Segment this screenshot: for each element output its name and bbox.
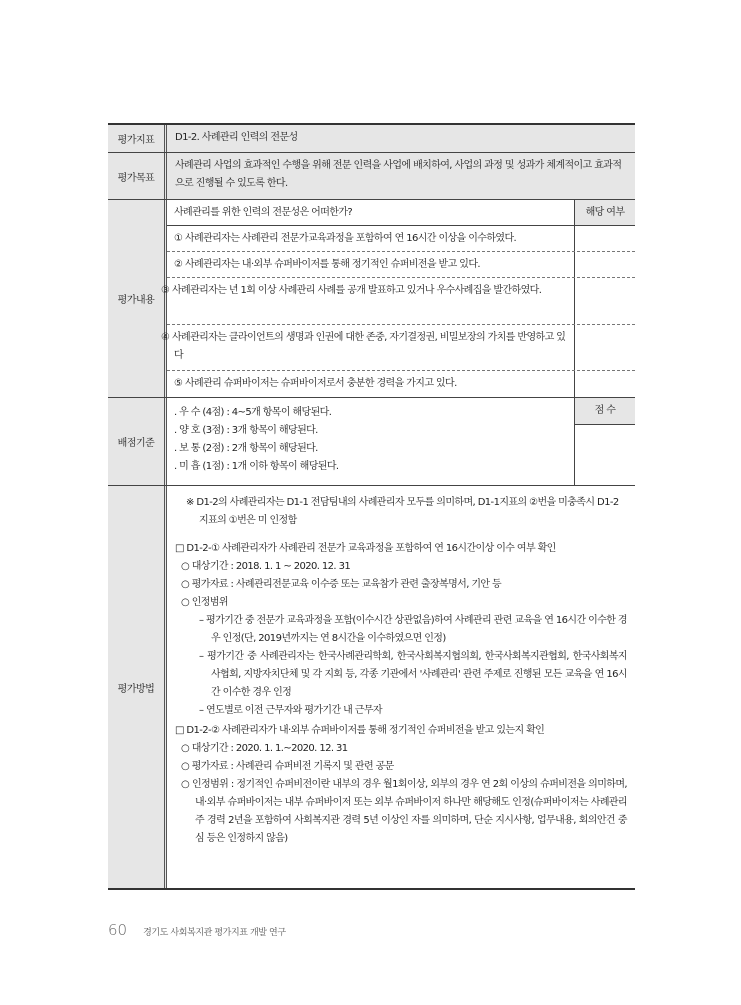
- content-body: [161, 200, 635, 397]
- content-label: 평가내용: [108, 200, 167, 397]
- content-item-2: ② 사례관리자는 내·외부 슈퍼바이저를 통해 정기적인 슈퍼비전을 받고 있다.: [167, 252, 635, 278]
- scoring-item: . 양 호 (3점) : 3개 항목이 해당된다.: [174, 425, 318, 436]
- page-footer: [108, 921, 286, 939]
- content-row: [108, 200, 635, 398]
- score-header: 점 수: [575, 398, 635, 425]
- indicator-row: [108, 125, 635, 153]
- indicator-value: D1-2. 사례관리 인력의 전문성: [167, 125, 635, 152]
- section-2-period: ○ 대상기간 : 2020. 1. 1.~2020. 12. 31: [181, 743, 348, 754]
- content-item-5-check[interactable]: [574, 371, 635, 397]
- goal-row: [108, 153, 635, 200]
- goal-value: 사례관리 사업의 효과적인 수행을 위해 전문 인력을 사업에 배치하여, 사업의 과정 및 성과가 체계적이고 효과적으로 진행될 수 있도록 한다.: [167, 153, 635, 199]
- applicable-header: 해당 여부: [574, 200, 635, 225]
- content-item-3: ③ 사례관리자는 년 1회 이상 사례관리 사례를 공개 발표하고 있거나 우수사례집을 발간하였다.: [167, 278, 635, 325]
- goal-label: 평가목표: [108, 153, 167, 199]
- method-body: [167, 486, 635, 888]
- content-item-1-check[interactable]: [574, 226, 635, 251]
- section-1-bullet-2: – 평가기간 중 사례관리자는 한국사례관리학회, 한국사회복지협의회, 한국사회복지관협회, 한국사회복지사협회, 지방자치단체 및 각 지회 등, 각종 기관에서 '사례관리' 관련 주제로 진행된 모든 교육을 연 16시간 이수한 경우 인정: [199, 651, 627, 698]
- footer-title: 경기도 사회복지관 평가지표 개발 연구: [143, 928, 286, 938]
- content-item-4-check[interactable]: [574, 325, 635, 370]
- content-item-1: ① 사례관리자는 사례관리 전문가교육과정을 포함하여 연 16시간 이상을 이수하였다.: [167, 226, 635, 252]
- method-label: 평가방법: [108, 486, 167, 888]
- scoring-item: . 미 흡 (1점) : 1개 이하 항목이 해당된다.: [174, 461, 339, 472]
- content-question: 사례관리를 위한 인력의 전문성은 어떠한가?: [174, 207, 353, 218]
- section-1-period: ○ 대상기간 : 2018. 1. 1 ~ 2020. 12. 31: [181, 561, 351, 572]
- section-2-title: □ D1-2-② 사례관리자가 내·외부 슈퍼바이저를 통해 정기적인 슈퍼비전을 받고 있는지 확인: [175, 725, 545, 736]
- content-item-4: ④ 사례관리자는 클라이언트의 생명과 인권에 대한 존중, 자기결정권, 비밀보장의 가치를 반영하고 있다: [167, 325, 635, 371]
- scoring-label: 배점기준: [108, 398, 167, 485]
- evaluation-table: [108, 123, 635, 890]
- section-1-material: ○ 평가자료 : 사례관리전문교육 이수증 또는 교육참가 관련 출장복명서, 기안 등: [181, 579, 502, 590]
- scoring-item: . 보 통 (2점) : 2개 항목이 해당된다.: [174, 443, 318, 454]
- scoring-body: [167, 398, 635, 485]
- scoring-list: [167, 398, 574, 485]
- content-question-row: [167, 200, 635, 226]
- section-2-scope: ○ 인정범위 : 정기적인 슈퍼비전이란 내부의 경우 월1회이상, 외부의 경우 연 2회 이상의 슈퍼비전을 의미하며, 내·외부 슈퍼바이저는 내부 슈퍼바이저 또는 외부 슈퍼바이저 하나만 해당해도 인정(슈퍼바이저는 사례관리 주 경력 2년을 포함하여 사회복지관 경력 5년 이상인 자를 의미하며, 단순 지시사항, 업무내용, 회의안건 중심 등은 인정하지 않음): [181, 779, 627, 844]
- score-box: [574, 398, 635, 485]
- scoring-item: . 우 수 (4점) : 4~5개 항목이 해당된다.: [174, 407, 332, 418]
- section-1-bullet-1: – 평가기간 중 전문가 교육과정을 포함(이수시간 상관없음)하여 사례관리 관련 교육을 연 16시간 이수한 경우 인정(단, 2019년까지는 연 8시간을 이수하였으면 인정): [199, 615, 627, 644]
- score-input[interactable]: [575, 425, 635, 485]
- content-item-5: ⑤ 사례관리 슈퍼바이저는 슈퍼바이저로서 충분한 경력을 가지고 있다.: [167, 371, 635, 397]
- content-item-2-check[interactable]: [574, 252, 635, 277]
- content-item-3-check[interactable]: [574, 278, 635, 324]
- section-1-scope: ○ 인정범위: [181, 597, 228, 608]
- section-1-title: □ D1-2-① 사례관리자가 사례관리 전문가 교육과정을 포함하여 연 16시간이상 이수 여부 확인: [175, 543, 556, 554]
- section-2-material: ○ 평가자료 : 사례관리 슈퍼비전 기록지 및 관련 공문: [181, 761, 394, 772]
- scoring-row: [108, 398, 635, 486]
- method-note: ※ D1-2의 사례관리자는 D1-1 전담팀내의 사례관리자 모두를 의미하며, D1-1지표의 ②번을 미충족시 D1-2지표의 ①번은 미 인정함: [186, 497, 619, 526]
- section-1-bullet-3: – 연도별로 이전 근무자와 평가기간 내 근무자: [199, 705, 382, 716]
- indicator-label: 평가지표: [108, 125, 167, 152]
- method-row: [108, 486, 635, 888]
- page-number: 60: [108, 921, 128, 939]
